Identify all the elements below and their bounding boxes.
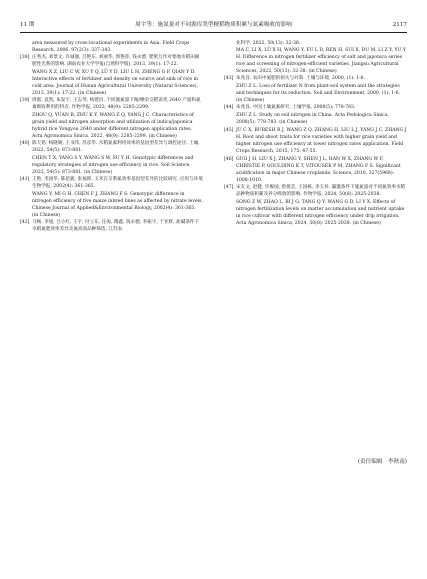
reference-43 [224, 75, 407, 104]
reference-number: [39] [20, 98, 30, 104]
reference-40 [20, 140, 203, 176]
reference-english: JU C X, BURESH R J, WANG Z Q, ZHANG H, LIU L J, YANG J C, ZHANG J H. Root and shoot traits for rice varieties with higher grain yield and higher nitrogen use efficiency at lower nitrogen rates application. Field Crops Research, 2015, 175: 47-55. [236, 127, 407, 154]
reference-chinese: 宋友文, 赵健, 毕俊国, 唐倩芸, 王国栋, 李玉祥. 漏灌条件下施氮量对不同氮效率水稻品种物质积累及养分吸收的影响. 作物学报, 2024, 50(8): 2025-2038. [236, 184, 406, 197]
reference-42 [20, 219, 203, 233]
reference-chinese: 陈天铭, 杨晓晴, 王书伟, 苏彦华. 水稻氮素利用效率的基因型差异与调控途径. 土壤, 2022, 54(5): 873-881. [32, 141, 200, 154]
reference-chinese: 朱兆良. 农田中氮肥的损失与对策. 土壤与环境, 2000, (1): 1-6. [236, 76, 366, 82]
reference-number: [44] [224, 105, 234, 111]
reference-number: [47] [224, 184, 234, 190]
reference-english: ZHU Z L. Loss of fertilizer N from plant-soil system and the strategies and techniques for its reduction. Soil and Environment, 2000, (1): 1-6. (in Chinese) [236, 84, 401, 104]
running-header [20, 19, 407, 31]
reference-38 [20, 54, 203, 97]
reference-chinese: 马畅, 李旭, 吕小红, 王宇, 付立东, 任海, 隋鑫, 钱永德, 李振宇, 于亚辉. 盐碱条件下水稻氮肥效率差异及氮高效品种筛选. 江苏农 [32, 220, 200, 233]
reference-chinese: 王艳, 米国华, 陈范骏, 张福锁. 玉米自交系氮效率基因型差异的比较研究. 应用与环境生物学报, 2002(4): 361-365. [32, 177, 203, 190]
reference-continuation-english: MA C, LI X, LÜ X H, WANG Y, FU L D, REN H, SUI X, DU M, LI Z Y, YU Y H. Difference in nitrogen fertilizer efficiency of salt and japonica series rice and screening of nitrogen-efficient varieties. Jiangsu Agricultural Sciences, 2022, 50(13): 32-38. (in Chinese) [236, 48, 406, 75]
reference-english: WANG Y, MI G H, CHEN F J, ZHANG F S. Genotypic difference in nitrogen efficiency of five maize inbred lines as affected by nitrate levels. Chinese Journal of Applied&Environmental Biology, 2002(4): 361-365. (in Chinese) [32, 191, 203, 219]
responsible-editor: (责任编辑 李秋南) [357, 459, 407, 465]
reference-chinese: 朱兆良. 中国土壤氮素研究. 土壤学报, 2008(5): 778-783. [236, 105, 356, 111]
reference-number: [40] [20, 141, 30, 147]
reference-english: CHEN T X, YANG S Y, WANG S W, SU Y H. Genotypic differences and regulatory strategies of nitrogen use efficiency in rice. Soil Science, 2022, 54(5): 873-881. (in Chinese) [32, 156, 194, 176]
issue-number: 11 期 [20, 22, 35, 28]
reference-number: [43] [224, 76, 234, 82]
reference-number: [41] [20, 177, 30, 183]
reference-number: [45] [224, 127, 234, 133]
page-number: 2117 [392, 22, 407, 28]
reference-chinese: 周群, 袁凯, 朱发宇, 王志琴, 杨建昌. 不同施氮量下籼/粳杂交稻甬优 2640 产量和氮素吸收利用的特点. 作物学报, 2022, 48(9): 2285-2299. [32, 98, 201, 111]
reference-number: [42] [20, 220, 30, 226]
running-title: 周宇等：施氮量对不同源库类型粳稻物质积累与氮素吸收的影响 [135, 22, 292, 28]
reference-41 [20, 176, 203, 219]
reference-chinese: 庄秀杰, 刘景文, 许诚强, 吕艳东, 刘丽华, 郭艳萍, 钱永德. 肥密互作对寒地水稻田耐肥性光系的影响. 湖南农业大学学报(自然科学版), 2013, 39(1): 17-22. [32, 55, 200, 68]
reference-45 [224, 127, 407, 155]
reference-continuation-chinese: 业科学, 2022, 50(13): 32-38. [236, 41, 301, 46]
reference-english: SONG Z W, ZHAO L, BI J G, TANG Q Y, WANG G D, LI Y X. Effects of nitrogen fertilization levels on matter accumulation and nutrient uptake in rice cultivar with different nitrogen efficiency under drip irrigation. Acta Agronomica Sinica, 2024, 50(8): 2025-2038. (in Chinese) [236, 199, 405, 226]
reference-number: [38] [20, 55, 30, 61]
reference-46 [224, 156, 407, 184]
reference-english: ZHU Z L. Study on soil nitrogen in China. Acta Pedologica Sinica, 2008(5): 778-783. (in Chinese) [236, 112, 390, 126]
references-left-column [20, 40, 203, 234]
reference-continuation: area measured by cross-locational experiments in Asia. Field Crops Research, 2006, 97(2/3): 337-343. [32, 41, 190, 54]
reference-47 [224, 184, 407, 227]
reference-44 [224, 104, 407, 126]
reference-number: [46] [224, 156, 234, 162]
reference-english: ZHOU Q, YUAN R, ZHU K Y, WANG Z Q, YANG J C. Characteristics of grain yield and nitrogen absorption and utilization of indica/japonica hybrid rice Yongyou 2640 under different nitrogen application rates. Acta Agronomica Sinica, 2022, 48(9): 2285-2299. (in Chinese) [32, 112, 194, 140]
header-rule [20, 32, 407, 33]
references-right-column [224, 40, 407, 227]
reference-english: GUO J H, LIU X J, ZHANG Y, SHEN J L, HAN W X, ZHANG W F, CHRISTIE P, GOULDING K T, VITOUSEK P M, ZHANG F S. Significant acidification in major Chinese croplands. Science, 2010, 327(5968): 1008-1010. [236, 156, 401, 183]
reference-english: WANG X Z, LIU C W, XU Y Q, LÜ Y D, LIU L H, ZHENG G P, QIAN Y D. Interactive effects of fertilizer and density on source and sink of rice in cold area. Journal of Hunan Agricultural University (Natural Sciences), 2013, 39(1): 17-22. (in Chinese) [32, 69, 199, 97]
reference-39 [20, 97, 203, 140]
